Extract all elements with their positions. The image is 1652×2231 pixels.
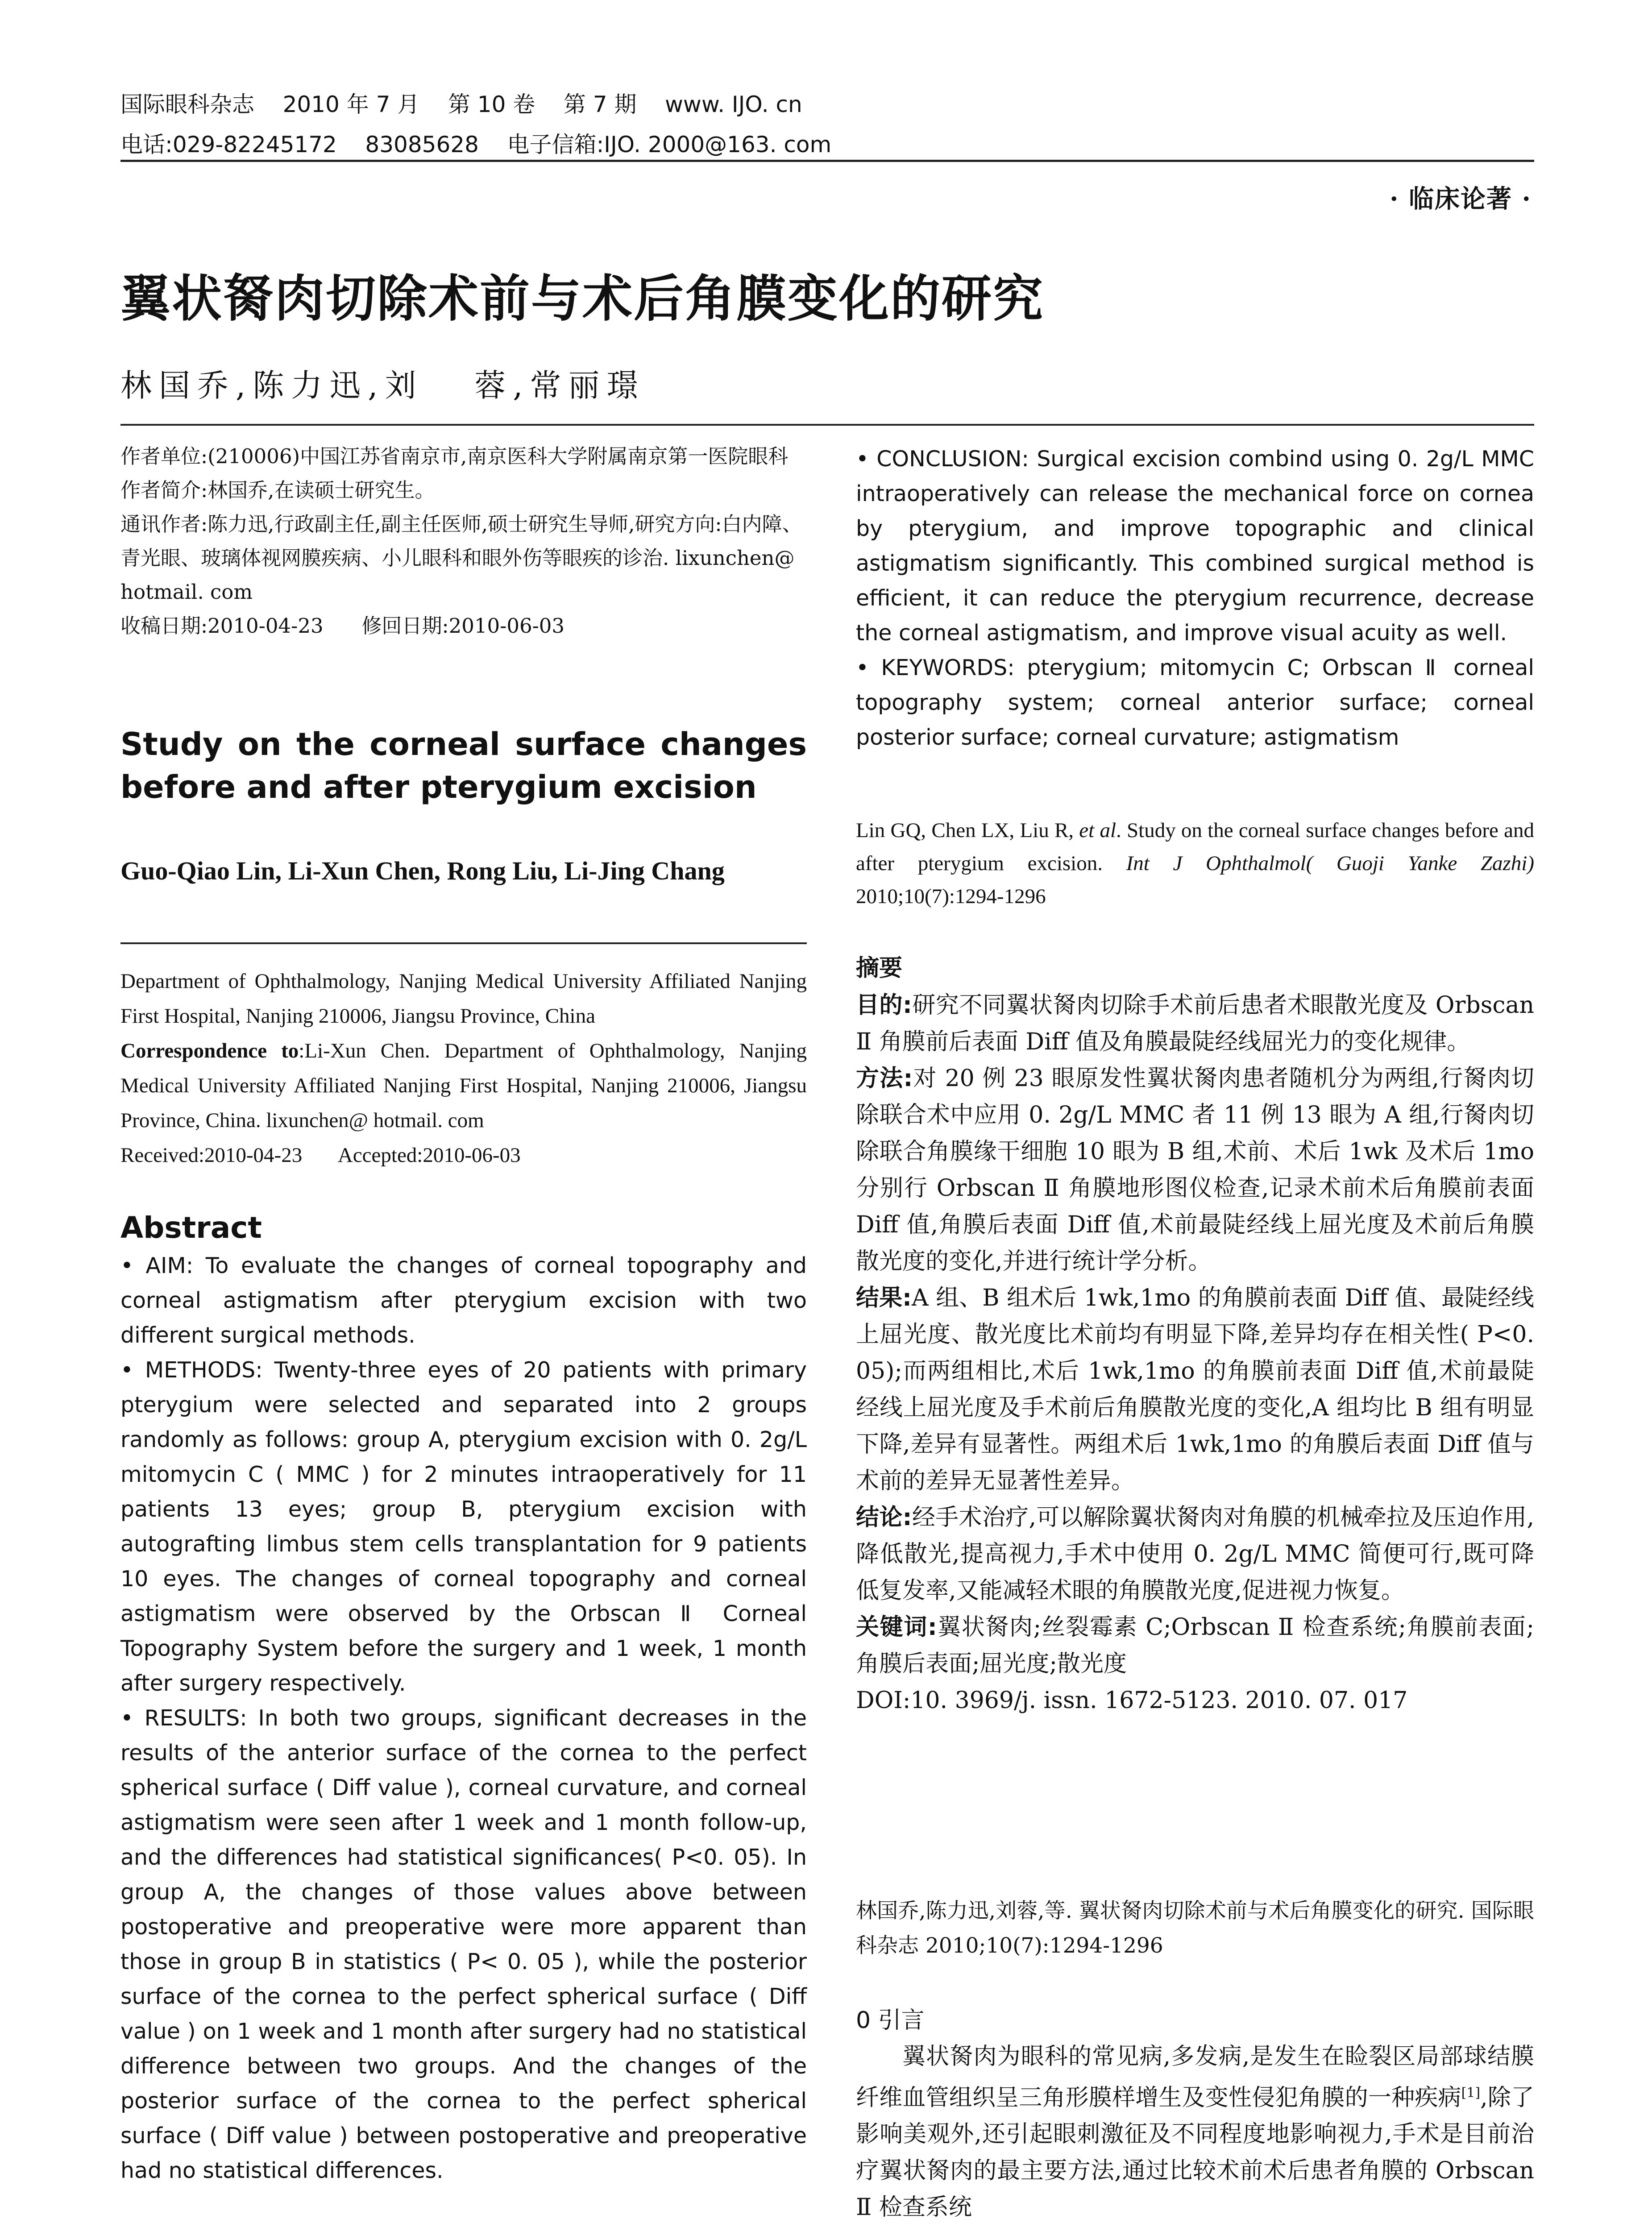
citation-en-etal: et al bbox=[1079, 819, 1117, 842]
title-cn: 翼状胬肉切除术前与术后角膜变化的研究 bbox=[120, 270, 1044, 328]
correspondence-text: :Li-Xun Chen. Department of Ophthalmology, Nanjing Medical University Affiliated Nanjing First Hospital, Nanjing 210006, Jiangsu Province, China. lixunchen@ hotmail. com bbox=[120, 1039, 807, 1132]
abstract-cn-heading: 摘要 bbox=[856, 955, 903, 982]
author-affiliation-cn: 作者单位:(210006)中国江苏省南京市,南京医科大学附属南京第一医院眼科 bbox=[120, 444, 789, 468]
doi: DOI:10. 3969/j. issn. 1672-5123. 2010. 07. 017 bbox=[856, 1687, 1408, 1714]
abstract-methods: • METHODS: Twenty-three eyes of 20 patients with primary pterygium were selected and separated into 2 groups randomly as follows: group A, pterygium excision with 0. 2g/L mitomycin C ( MMC ) for 2 minutes intraoperatively for 11 patients 13 eyes; group B, pterygium excision with autografting limbus stem cells transplantation for 9 patients 10 eyes. The changes of corneal topography and corneal astigmatism were observed by the Orbscan Ⅱ Corneal Topography System before the surgery and 1 week, 1 month after surgery respectively. bbox=[120, 1357, 807, 1696]
affiliation-en bbox=[120, 964, 807, 1173]
journal-contact-line: 电话:029-82245172 83085628 电子信箱:IJO. 2000@163. com bbox=[120, 132, 832, 158]
citation-en-title: . Study on the corneal surface changes before and after pterygium excision. bbox=[856, 819, 1534, 875]
abstract-en-left bbox=[120, 1248, 807, 2188]
title-en: Study on the corneal surface changes before and after pterygium excision bbox=[120, 726, 807, 805]
conclusion-label-cn: 结论: bbox=[856, 1504, 912, 1531]
keywords-text-cn: 翼状胬肉;丝裂霉素 C;Orbscan Ⅱ 检查系统;角膜前表面;角膜后表面;屈光度;散光度 bbox=[856, 1614, 1534, 1677]
authors-en: Guo-Qiao Lin, Li-Xun Chen, Rong Liu, Li-Jing Chang bbox=[120, 856, 725, 885]
methods-label-cn: 方法: bbox=[856, 1065, 913, 1092]
correspondence-en bbox=[120, 1033, 807, 1138]
intro-ref: [1] bbox=[1461, 2085, 1481, 2101]
results-text-cn: A 组、B 组术后 1wk,1mo 的角膜前表面 Diff 值、最陡经线上屈光度、散光度比术前均有明显下降,差异均存在相关性( P<0. 05);而两组相比,术后 1wk,1mo 的角膜前表面 Diff 值,术前最陡经线上屈光度及手术前后角膜散光度的变化,A 组均比 B 组有明显下降,差异有显著性。两组术后 1wk,1mo 的角膜后表面 Diff 值与术前的差异无显著性差异。 bbox=[856, 1285, 1534, 1494]
abstract-results: • RESULTS: In both two groups, significant decreases in the results of the anterior surface of the cornea to the perfect spherical surface ( Diff value ), corneal curvature, and corneal astigmatism were seen after 1 week and 1 month follow-up, and the differences had statistical significances( P<0. 05). In group A, the changes of those values above between postoperative and preoperative were more apparent than those in group B in statistics ( P< 0. 05 ), while the posterior surface of the cornea to the perfect spherical surface ( Diff value ) on 1 week and 1 month after surgery had no statistical difference between two groups. And the changes of the posterior surface of the cornea to the perfect spherical surface ( Diff value ) between postoperative and preoperative had no statistical differences. bbox=[120, 1705, 807, 2183]
header-rule bbox=[120, 160, 1534, 162]
author-info-cn bbox=[120, 440, 807, 643]
abstract-cn-results bbox=[856, 1280, 1534, 1499]
abstract-cn-methods bbox=[856, 1060, 1534, 1280]
intro-text: 翼状胬肉为眼科的常见病,多发病,是发生在睑裂区局部球结膜纤维血管组织呈三角形膜样增生及变性侵犯角膜的一种疾病 bbox=[856, 2043, 1534, 2111]
author-bio-cn: 作者简介:林国乔,在读硕士研究生。 bbox=[120, 478, 435, 502]
abstract-cn-keywords bbox=[856, 1609, 1534, 1682]
abstract-cn-aim bbox=[856, 987, 1534, 1060]
citation-en-journal: Int J Ophthalmol( Guoji Yanke Zazhi) bbox=[1126, 852, 1534, 875]
intro-body bbox=[856, 2038, 1534, 2226]
abstract-cn bbox=[856, 987, 1534, 1719]
abstract-heading: Abstract bbox=[120, 1211, 262, 1245]
abstract-keywords: • KEYWORDS: pterygium; mitomycin C; Orbscan Ⅱ corneal topography system; corneal anterior surface; corneal posterior surface; corneal curvature; astigmatism bbox=[856, 655, 1534, 750]
conclusion-text-cn: 经手术治疗,可以解除翼状胬肉对角膜的机械牵拉及压迫作用,降低散光,提高视力,手术中使用 0. 2g/L MMC 简便可行,既可降低复发率,又能减轻术眼的角膜散光度,促进视力恢复。 bbox=[856, 1504, 1535, 1604]
aim-label-cn: 目的: bbox=[856, 992, 912, 1019]
section-tag: · 临床论著 · bbox=[1390, 184, 1532, 214]
intro-paragraph bbox=[856, 2038, 1534, 2226]
abstract-conclusion: • CONCLUSION: Surgical excision combind using 0. 2g/L MMC intraoperatively can release the mechanical force on cornea by pterygium, and improve topographic and clinical astigmatism significantly. This combined surgical method is efficient, it can reduce the pterygium recurrence, decrease the corneal astigmatism, and improve visual acuity as well. bbox=[856, 446, 1534, 646]
received-dates-cn: 收稿日期:2010-04-23 修回日期:2010-06-03 bbox=[120, 614, 565, 638]
correspondence-label: Correspondence to bbox=[120, 1039, 299, 1062]
results-label-cn: 结果: bbox=[856, 1285, 912, 1311]
aim-text-cn: 研究不同翼状胬肉切除手术前后患者术眼散光度及 Orbscan Ⅱ 角膜前后表面 Diff 值及角膜最陡经线屈光力的变化规律。 bbox=[856, 992, 1534, 1055]
department-en: Department of Ophthalmology, Nanjing Medical University Affiliated Nanjing First Hospital, Nanjing 210006, Jiangsu Province, China bbox=[120, 970, 807, 1028]
abstract-en-right bbox=[856, 442, 1534, 755]
title-rule bbox=[120, 424, 1534, 426]
corresponding-author-cn: 通讯作者:陈力迅,行政副主任,副主任医师,硕士研究生导师,研究方向:白内障、青光眼、玻璃体视网膜疾病、小儿眼科和眼外伤等眼疾的诊治. lixunchen@ hotmail. com bbox=[120, 512, 802, 604]
citation-en bbox=[856, 814, 1534, 913]
authors-rule bbox=[120, 942, 807, 944]
authors-cn: 林国乔,陈力迅,刘 蓉,常丽璟 bbox=[120, 367, 645, 404]
abstract-aim: • AIM: To evaluate the changes of corneal topography and corneal astigmatism after pterygium excision with two different surgical methods. bbox=[120, 1253, 807, 1348]
citation-en-authors: Lin GQ, Chen LX, Liu R, bbox=[856, 819, 1079, 842]
intro-heading: 0 引言 bbox=[856, 2007, 925, 2034]
abstract-cn-conclusion bbox=[856, 1499, 1534, 1609]
citation-cn: 林国乔,陈力迅,刘蓉,等. 翼状胬肉切除术前与术后角膜变化的研究. 国际眼科杂志 2010;10(7):1294-1296 bbox=[856, 1899, 1534, 1958]
journal-header-line: 国际眼科杂志 2010 年 7 月 第 10 卷 第 7 期 www. IJO. cn bbox=[120, 91, 802, 117]
methods-text-cn: 对 20 例 23 眼原发性翼状胬肉患者随机分为两组,行胬肉切除联合术中应用 0. 2g/L MMC 者 11 例 13 眼为 A 组,行胬肉切除联合角膜缘干细胞 10 眼为 B 组,术前、术后 1wk 及术后 1mo 分别行 Orbscan Ⅱ 角膜地形图仪检查,记录术前术后角膜前表面 Diff 值,角膜后表面 Diff 值,术前最陡经线上屈光度及术前后角膜散光度的变化,并进行统计学分析。 bbox=[856, 1065, 1535, 1275]
dates-en: Received:2010-04-23 Accepted:2010-06-03 bbox=[120, 1144, 521, 1167]
intro-text-2: ,除了影响美观外,还引起眼刺激征及不同程度地影响视力,手术是目前治疗翼状胬肉的最主要方法,通过比较术前术后患者角膜的 Orbscan Ⅱ 检查系统 bbox=[856, 2084, 1534, 2221]
citation-en-volume: 2010;10(7):1294-1296 bbox=[856, 885, 1046, 908]
keywords-label-cn: 关键词: bbox=[856, 1614, 937, 1641]
